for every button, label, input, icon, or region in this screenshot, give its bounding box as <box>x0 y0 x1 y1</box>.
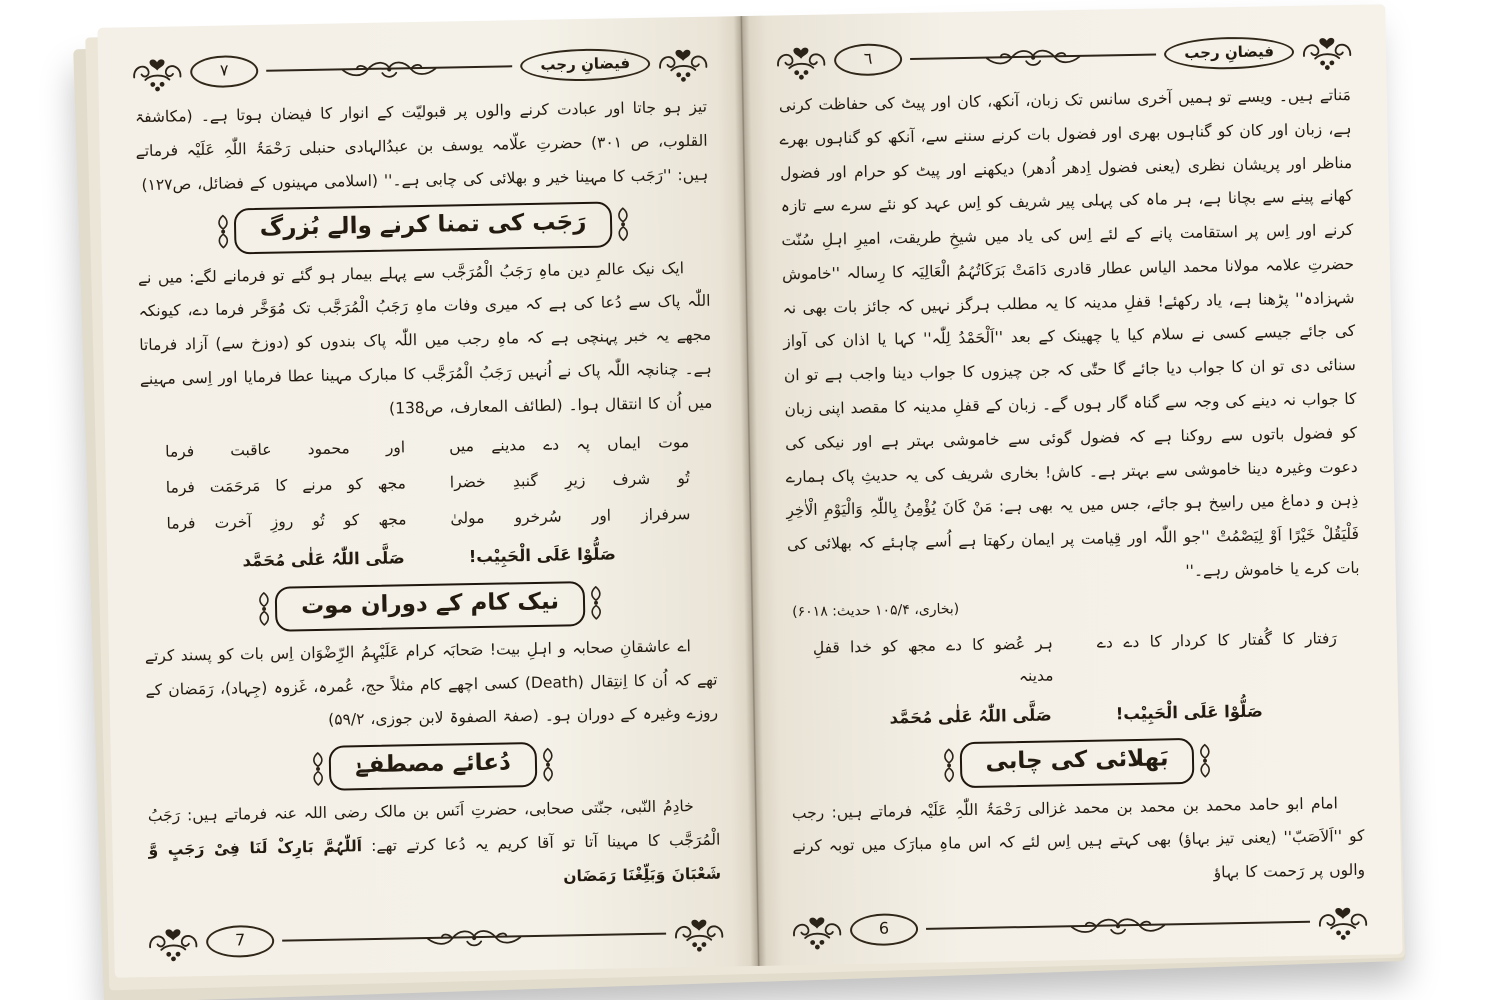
page-footer <box>148 911 725 966</box>
hadith-reference: (بخاری، ۱۰۵/۴ حدیث: ۶۰۱۸) <box>792 600 960 620</box>
poetry-block <box>807 622 1344 697</box>
sprig-flourish-icon <box>256 591 273 627</box>
floral-center-ornament-icon <box>426 924 522 950</box>
header-rule <box>266 65 512 72</box>
verse-line <box>165 427 690 469</box>
header-page-number-badge: ٦ <box>834 43 903 76</box>
sprig-flourish-icon <box>310 751 327 787</box>
paragraph <box>135 91 709 203</box>
left-page <box>97 16 758 978</box>
salat-right: صَلُّوْا عَلَی الْحَبِیْب! <box>1115 701 1263 724</box>
floral-center-ornament-icon <box>985 44 1081 70</box>
paragraph <box>138 251 713 430</box>
paragraph <box>779 79 1360 596</box>
scroll-corner-ornament-icon <box>1302 32 1353 70</box>
hemistich-left: اور محمود عاقبت فرما <box>165 438 406 462</box>
header-page-number-badge: ٧ <box>190 55 259 88</box>
right-page <box>741 4 1402 966</box>
page-footer <box>792 899 1369 954</box>
salat-line <box>143 536 716 581</box>
page-body <box>133 85 724 921</box>
scroll-corner-ornament-icon <box>674 914 725 952</box>
scroll-corner-ornament-icon <box>792 912 843 950</box>
scroll-corner-ornament-icon <box>1318 902 1369 940</box>
scroll-corner-ornament-icon <box>148 924 199 962</box>
hemistich-right: سرفراز اور سُرخرو مولیٰ <box>450 504 691 528</box>
floral-center-ornament-icon <box>1070 912 1166 938</box>
scroll-corner-ornament-icon <box>132 54 183 92</box>
paragraph-text: امام ابو حامد محمد بن محمد بن محمد غزالی رَحْمَۃُ اللّٰہِ عَلَیْہ فرماتے ہیں: رجب کو ''اَلاَصَبّ'' (یعنی تیز بہاؤ) بھی کہتے ہیں اِس لئے کہ اس ماہِ مبارَک میں توبہ کرنے والوں پر رَحمت کا بہاؤ <box>791 793 1366 882</box>
sprig-flourish-icon <box>539 746 556 782</box>
footer-page-number-badge: 7 <box>206 925 275 958</box>
paragraph-text: تیز ہو جاتا اور عبادت کرنے والوں پر قبولیّت کے انوار کا فیضان ہوتا ہے۔ (مکاشفۃ القلوب، ص ۳۰۱) حضرتِ علّامہ یوسف بن عبدُالہادی حنبلی رَحْمَۃُ اللّٰہِ عَلَیْہ فرماتے ہیں: ''رَجَب کا مہینا خیر و بھلائی کی چابی ہے۔'' (اسلامی مہینوں کے فضائل، ص۱۲۷) <box>134 97 709 194</box>
paragraph <box>145 630 719 742</box>
scroll-corner-ornament-icon <box>776 42 827 80</box>
verse-line <box>166 462 691 504</box>
section-heading-row <box>147 739 720 795</box>
salat-left: صَلَّی اللّٰہُ عَلٰی مُحَمَّد <box>242 548 405 571</box>
salat-line <box>790 693 1363 738</box>
sprig-flourish-icon <box>940 747 957 783</box>
verse-line <box>813 622 1338 697</box>
page-body <box>777 73 1368 909</box>
paragraph <box>148 790 722 902</box>
arabic-dua-text: اَللّٰہُمَّ بَارِکْ لَنَا فِیْ رَجَبٍ وَّ شَعْبَانَ وَبَلِّغْنَا رَمَضَان <box>148 837 722 886</box>
hemistich-left: مجھ کو تُو روزِ آخرت فرما <box>166 509 407 533</box>
header-rule <box>910 53 1156 60</box>
hemistich-left: مجھ کو مرنے کا مَرحَمَت فرما <box>165 474 406 497</box>
open-book <box>97 4 1402 977</box>
section-heading: دُعائے مصطفےٰ <box>329 742 537 791</box>
hemistich-right: موت ایماں پہ دے مدینے میں <box>448 433 690 456</box>
footer-page-number-badge: 6 <box>850 913 919 946</box>
paragraph-text: مَناتے ہیں۔ ویسے تو ہمیں آخری سانس تک زبان، آنکھ، کان اور پیٹ کی حفاظت کرنی ہے، زبان اور کان کو گناہوں بھری اور فضول بات کرنے سننے سے، آنکھ کو گناہوں بھرے مناظر اور پریشان نظری (یعنی فضول اِدھر اُدھر) دیکھنے اور پیٹ کو حرام اور فضول کھانے پینے سے بچانا ہے، ہر ماہ کی پہلی پیر شریف کو اِس عہد کو نئے سرے سے تازہ کرنے اور اِس پر استقامت پانے کے لئے اِس کی یاد میں شیخِ طریقت، امیرِ اہلِ سُنّت حضرتِ علامہ مولانا محمد الیاس عطار قادری دَامَتْ بَرَکَاتُہُمُ الْعَالِیَہ کا رِسالہ ''خاموش شہزادہ'' پڑھنا ہے، یاد رکھئے! قفلِ مدینہ کا یہ مطلب ہرگز نہیں کہ جائز بات بھی نہ کی جائے جیسے کسی نے سلام کیا یا چھینک کے بعد ''اَلْحَمْدُ لِلّٰہ'' کہا یا اذان کی آواز سنائی دی تو ان کا جواب دیا جائے گا حتّٰی کہ جن چیزوں کا جواب دینا واجب ہے تو ان کا جواب نہ دینے کی وجہ سے گناہ گار ہوں گے۔ زبان کے قفلِ مدینہ کا مقصد اپنی زبان کو فضول باتوں سے روکنا ہے کہ فضول گوئی سے خاموشی بہتر ہے اور نیکی کی دعوت وغیرہ دینا خاموشی سے بہتر ہے۔ کاش! بخاری شریف کی یہ حدیثِ پاک ہمارے ذِہن و دماغ میں راسِخ ہو جائے، جس میں یہ بھی ہے: مَنْ کَانَ یُؤْمِنُ بِاللّٰہِ وَالْیَوْمِ الْاٰخِرِ فَلْیَقُلْ خَیْرًا اَوْ لِیَصْمُتْ ''جو اللّٰہ اور قِیامت پر ایمان رکھتا ہے اُسے چاہئے کہ بھلائی کی بات کرے یا خاموش رہے۔'' <box>778 85 1360 580</box>
section-heading-row <box>791 735 1364 791</box>
paragraph-text: ایک نیک عالمِ دین ماہِ رَجَبُ الْمُرَجَّب سے پہلے بیمار ہو گئے تو فرمانے لگے: میں نے اللّٰہ پاک سے دُعا کی ہے کہ میری وفات ماہِ رَجَبُ الْمُرَجَّب تک مُوَخَّر فرما دے، کیونکہ مجھے یہ خبر پہنچی ہے کہ ماہِ رجب میں اللّٰہ پاک بندوں کو (دوزخ سے) آزاد فرماتا ہے۔ چنانچہ اللّٰہ پاک نے اُنہیں رَجَبُ الْمُرَجَّب کا مبارک مہینا عطا فرمایا اور اِسی مہینے میں اُن کا انتقال ہوا۔ (لطائف المعارف، ص138) <box>137 258 713 418</box>
hemistich-right: تُو شرف زیرِ گنبدِ خضرا <box>449 469 690 492</box>
sprig-flourish-icon <box>588 585 605 621</box>
sprig-flourish-icon <box>615 206 632 242</box>
book-title-badge: فیضانِ رجب <box>1164 36 1294 71</box>
section-heading-row <box>144 578 717 634</box>
section-heading: نیک کام کے دوران موت <box>275 581 586 632</box>
paragraph-text: خادِمُ النّبی، جنّتی صحابی، حضرتِ اَنَس بن مالک رضی اللہ عنہ فرماتے ہیں: رَجَبُ الْمُرَجَّب کا مہینا آتا تو آقا کریم یہ دُعا کرتے تھے: <box>147 797 721 856</box>
sprig-flourish-icon <box>1197 743 1214 779</box>
hemistich-right: رَفتار کا گُفتار کا کردار کا دے دے <box>1096 628 1337 652</box>
book-title-badge: فیضانِ رجب <box>520 48 650 83</box>
section-heading-row <box>137 200 710 256</box>
paragraph <box>792 786 1366 898</box>
footer-rule <box>282 933 666 942</box>
salat-left: صَلَّی اللّٰہُ عَلٰی مُحَمَّد <box>889 705 1052 728</box>
salat-right: صَلُّوْا عَلَی الْحَبِیْب! <box>468 544 616 567</box>
book-spread <box>97 4 1402 977</box>
scroll-corner-ornament-icon <box>658 44 709 82</box>
floral-center-ornament-icon <box>341 56 437 82</box>
verse-line <box>166 498 691 540</box>
poetry-block <box>159 426 697 539</box>
hemistich-left: ہر عُضو کا دے مجھ کو خدا قفلِ مدینہ <box>812 634 1054 686</box>
section-heading: رَجَب کی تمنا کرنے والے بُزرگ <box>233 202 613 254</box>
paragraph-text: اے عاشقانِ صحابہ و اہلِ بیت! صَحابَہ کرام عَلَیْہِمُ الرِّضْوَان اِس بات کو پسند کرتے تھے کہ اُن کا اِنتِقال (Death) کسی اچھے کام مثلاً حج، عُمرہ، غَزوہ (جِہاد)، رَمَضان کے روزے وغیرہ کے دوران ہو۔ (صفۃ الصفوۃ لابن جوزی، ۵۹/۲) <box>144 637 719 730</box>
footer-rule <box>926 921 1310 930</box>
sprig-flourish-icon <box>214 213 231 249</box>
section-heading: بَھلائی کی چابی <box>959 738 1195 787</box>
